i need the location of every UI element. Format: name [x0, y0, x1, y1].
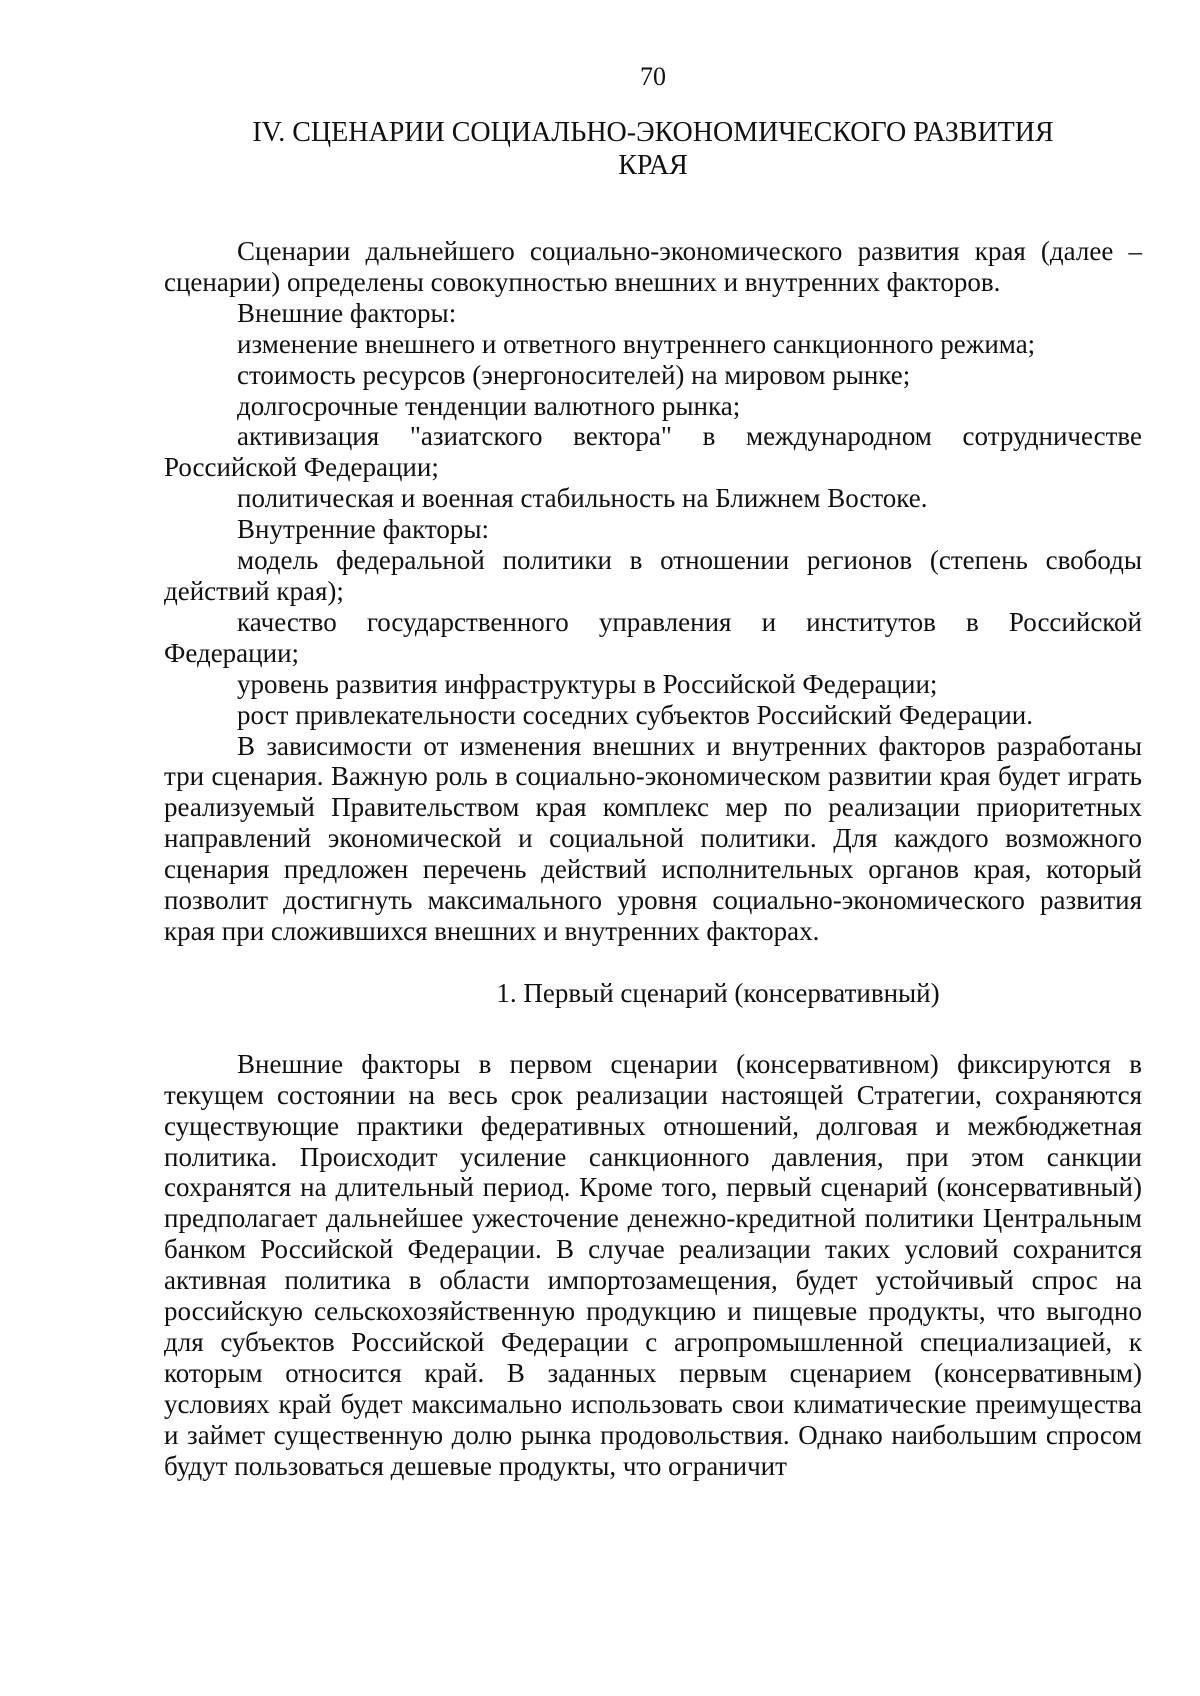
list-item: изменение внешнего и ответного внутреннего санкционного режима; [237, 328, 1036, 359]
paragraph: Внешние факторы в первом сценарии (консервативном) фиксируются в текущем состоянии на весь срок реализации настоящей Стратегии, сохраняются существующие практики федеративных отношений, долговая и межбюджетная политика. Происходит усиление санкционного давления, при этом санкции сохранятся на длительный период. Кроме того, первый сценарий (консервативный) предполагает дальнейшее ужесточение денежно-кредитной политики Центральным банком Российской Федерации. В случае реализации таких условий сохранится активная политика в области импортозамещения, будет устойчивый спрос на российскую сельскохозяйственную продукцию и пищевые продукты, что выгодно для субъектов Российской Федерации с агропромышленной специализацией, к которым относится край. В заданных первым сценарием (консервативным) условиях край будет максимально использовать свои климатические преимущества и займет существенную долю рынка продовольствия. Однако наибольшим спросом будут пользоваться дешевые продукты, что ограничит [164, 1048, 1142, 1481]
list-item: модель федеральной политики в отношении регионов (степень свободы действий края); [164, 545, 1142, 606]
list-item: рост привлекательности соседних субъектов Российский Федерации. [237, 699, 1033, 730]
paragraph: В зависимости от изменения внешних и внутренних факторов разработаны три сценария. Важную роль в социально-экономическом развитии края будет играть реализуемый Правительством края комплекс мер по реализации приоритетных направлений экономической и социальной политики. Для каждого возможного сценария предложен перечень действий исполнительных органов края, который позволит достигнуть максимального уровня социально-экономического развития края при сложившихся внешних и внутренних факторах. [164, 730, 1142, 946]
paragraph: Внешние факторы: [237, 297, 457, 328]
intro-text [164, 236, 1142, 947]
page-number: 70 [640, 62, 666, 91]
list-item: долгосрочные тенденции валютного рынка; [237, 390, 741, 421]
list-item: уровень развития инфраструктуры в Российской Федерации; [237, 668, 938, 699]
list-item: политическая и военная стабильность на Ближнем Востоке. [237, 483, 928, 514]
section-title-line-2: КРАЯ [618, 150, 688, 181]
document-page [164, 60, 1142, 1482]
list-item: активизация "азиатского вектора" в международном сотрудничестве Российской Федерации; [164, 421, 1142, 483]
paragraph: Сценарии дальнейшего социально-экономического развития края (далее – сценарии) определены совокупностью внешних и внутренних факторов. [164, 236, 1142, 297]
paragraph: Внутренние факторы: [237, 514, 489, 545]
list-item: стоимость ресурсов (энергоносителей) на мировом рынке; [237, 359, 911, 390]
section-title [164, 116, 1142, 182]
subsection-text [164, 1049, 1142, 1482]
subsection-title: 1. Первый сценарий (консервативный) [496, 977, 940, 1008]
section-title-line-1: IV. СЦЕНАРИИ СОЦИАЛЬНО-ЭКОНОМИЧЕСКОГО РАЗВИТИЯ [252, 117, 1054, 148]
list-item: качество государственного управления и институтов в Российской Федерации; [164, 606, 1142, 668]
